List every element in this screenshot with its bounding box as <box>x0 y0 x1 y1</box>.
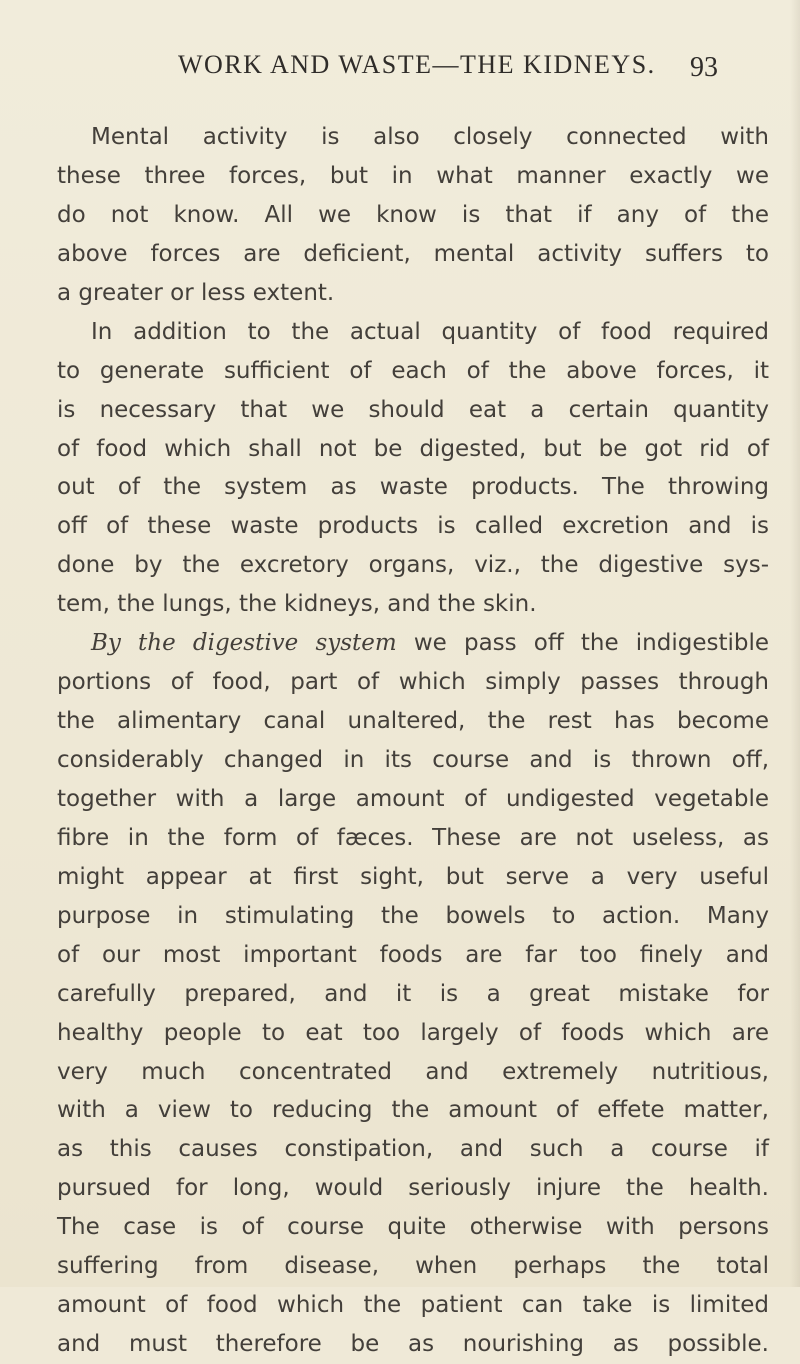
text-line: off of these waste products is called excretion and is <box>57 513 769 540</box>
italic-lead: By the digestive system <box>91 630 397 657</box>
text-line: amount of food which the patient can take is limited <box>57 1292 769 1319</box>
text-line: purpose in stimulating the bowels to action. Many <box>57 902 769 929</box>
text-line: out of the system as waste products. The throwing <box>57 474 769 501</box>
text-line: Mental activity is also closely connected with <box>91 124 769 150</box>
text-line: a greater or less extent. <box>57 279 335 306</box>
lead-rest: we pass off the indigestible <box>396 630 770 657</box>
running-title: WORK AND WASTE—THE KIDNEYS. <box>178 50 656 79</box>
text-line: as this causes constipation, and such a course if <box>57 1136 769 1163</box>
text-line: of our most important foods are far too finely and <box>57 941 769 968</box>
paragraph-mental-activity <box>57 118 769 313</box>
text-line: The case is of course quite otherwise with persons <box>57 1214 769 1241</box>
paragraph-digestive-system <box>57 624 769 1364</box>
page-number: 93 <box>690 52 718 83</box>
text-line: of food which shall not be digested, but be got rid of <box>57 435 769 462</box>
text-line: done by the excretory organs, viz., the digestive sys- <box>57 552 769 579</box>
page-edge-shadow <box>790 0 800 1287</box>
text-line: do not know. All we know is that if any of the <box>57 201 769 228</box>
text-line: In addition to the actual quantity of food required <box>91 318 769 345</box>
text-line: together with a large amount of undigested vegetable <box>57 785 769 812</box>
text-line: with a view to reducing the amount of effete matter, <box>57 1097 769 1124</box>
text-line: might appear at first sight, but serve a very useful <box>57 863 769 890</box>
text-line: carefully prepared, and it is a great mistake for <box>57 980 769 1007</box>
text-line: the alimentary canal unaltered, the rest has become <box>57 708 769 735</box>
paragraph-waste-products <box>57 313 769 625</box>
text-line: portions of food, part of which simply passes through <box>57 669 769 696</box>
text-line: healthy people to eat too largely of foods which are <box>57 1019 769 1046</box>
text-line: is necessary that we should eat a certain quantity <box>57 396 769 423</box>
text-line: these three forces, but in what manner exactly we <box>57 162 769 189</box>
text-line: very much concentrated and extremely nutritious, <box>57 1058 769 1085</box>
body-text <box>57 118 769 1364</box>
text-line: to generate sufficient of each of the above forces, it <box>57 357 769 384</box>
text-line: considerably changed in its course and is thrown off, <box>57 747 769 773</box>
text-line: fibre in the form of fæces. These are not useless, as <box>57 824 769 851</box>
text-line: above forces are deficient, mental activity suffers to <box>57 240 769 267</box>
text-line: suffering from disease, when perhaps the total <box>57 1253 769 1280</box>
text-line: and must therefore be as nourishing as possible. <box>57 1331 769 1358</box>
text-line <box>57 624 769 663</box>
text-line: tem, the lungs, the kidneys, and the skin. <box>57 591 537 618</box>
text-line: pursued for long, would seriously injure the health. <box>57 1175 769 1202</box>
